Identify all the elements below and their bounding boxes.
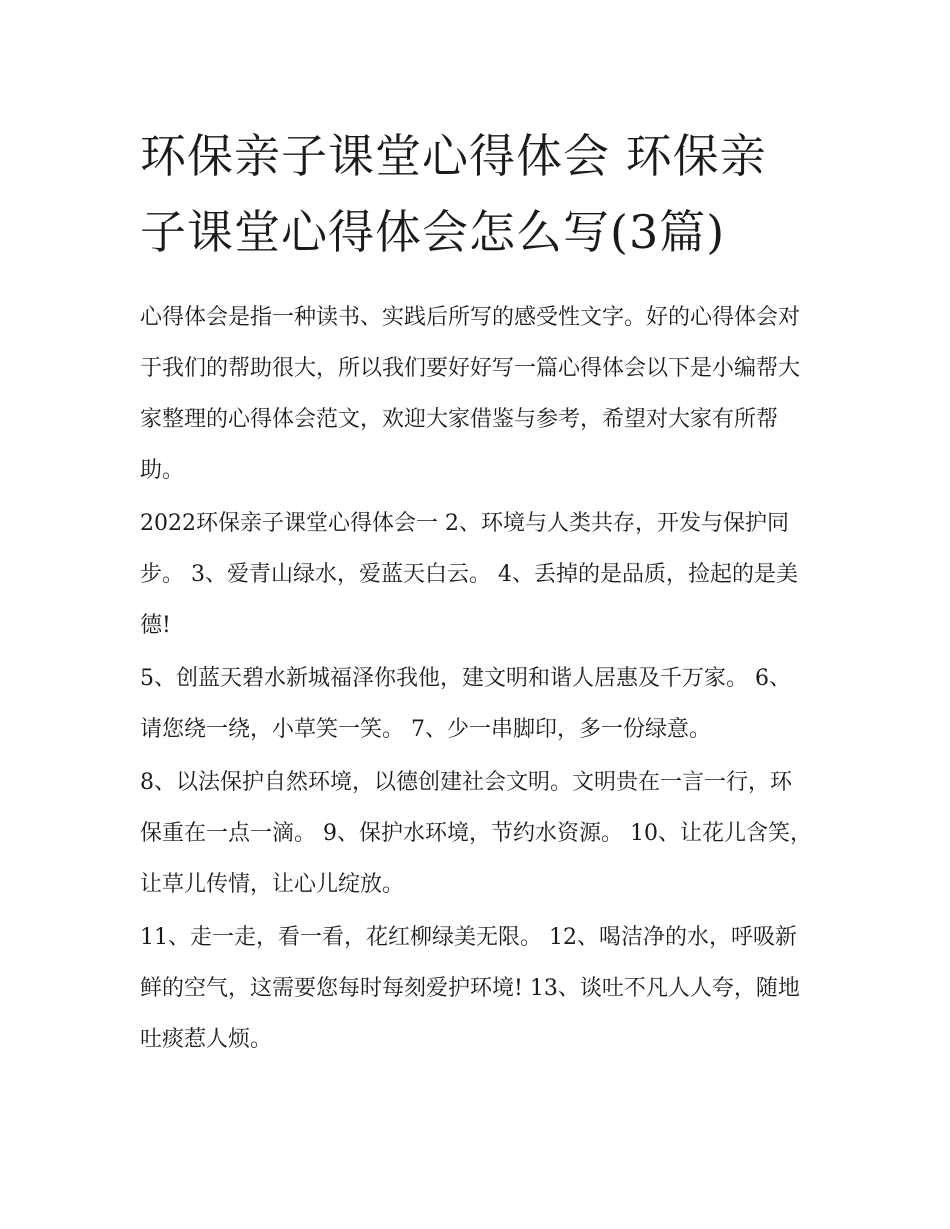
paragraph-slogans-2: 5、创蓝天碧水新城福泽你我他，建文明和谐人居惠及千万家。 6、请您绕一绕，小草笑一笑。 7、少一串脚印，多一份绿意。	[140, 666, 791, 742]
paragraph-slogans-1: 2022环保亲子课堂心得体会一 2、环境与人类共存，开发与保护同步。 3、爱青山绿水，爱蓝天白云。 4、丢掉的是品质，捡起的是美德!	[140, 511, 798, 638]
document-page	[140, 118, 812, 1067]
paragraph-slogans-4: 11、走一走，看一看，花红柳绿美无限。 12、喝洁净的水，呼吸新鲜的空气，这需要您每时每刻爱护环境! 13、谈吐不凡人人夸，随地吐痰惹人烦。	[140, 925, 800, 1052]
paragraph-slogans-3: 8、以法保护自然环境，以德创建社会文明。文明贵在一言一行，环保重在一点一滴。 9、保护水环境，节约水资源。 10、让花儿含笑，让草儿传情，让心儿绽放。	[140, 770, 812, 897]
document-title: 环保亲子课堂心得体会 环保亲子课堂心得体会怎么写(3篇)	[140, 129, 767, 259]
paragraph-intro: 心得体会是指一种读书、实践后所写的感受性文字。好的心得体会对于我们的帮助很大，所以我们要好好写一篇心得体会以下是小编帮大家整理的心得体会范文，欢迎大家借鉴与参考，希望对大家有所帮助。	[140, 305, 801, 483]
